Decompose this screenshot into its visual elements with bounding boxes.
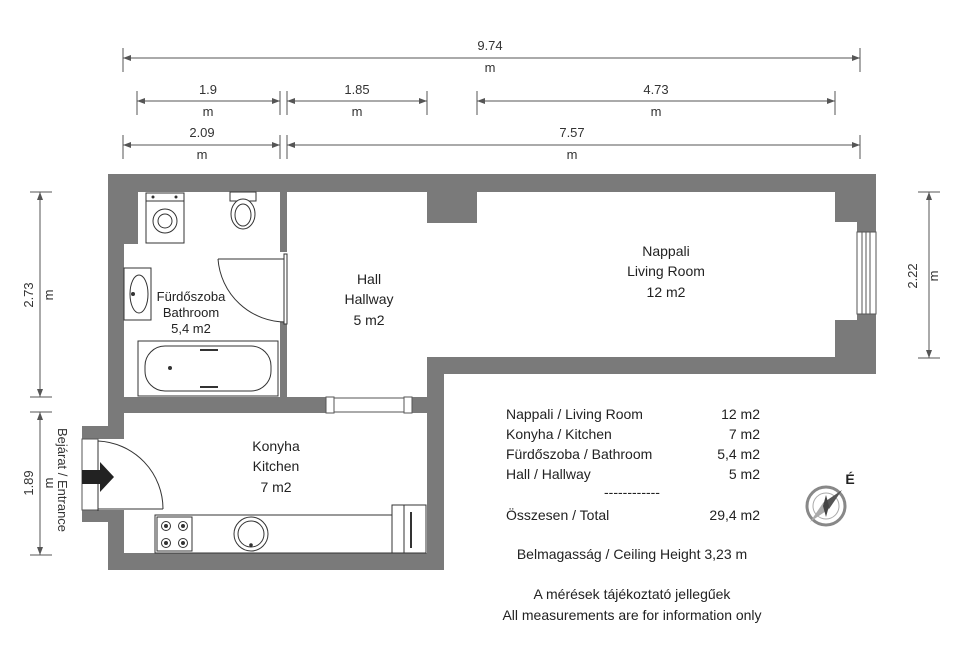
dim-top-3-value: 4.73: [643, 82, 669, 97]
dim-second-2-value: 7.57: [559, 125, 585, 140]
bathroom-name-hu: Fürdőszoba: [156, 289, 226, 304]
bathroom-name-en: Bathroom: [162, 305, 220, 320]
dim-left-upper-unit: m: [41, 289, 56, 301]
dim-top-3-unit: m: [650, 104, 662, 119]
dim-total-value: 9.74: [477, 38, 503, 53]
living-area: 12 m2: [646, 284, 686, 300]
stove-icon: [157, 517, 192, 551]
room-label-bathroom: [157, 289, 226, 336]
dim-second-2-unit: m: [566, 147, 578, 162]
summary-total-value: 29,4 m2: [709, 507, 760, 523]
summary-row-4-value: 5 m2: [728, 466, 760, 482]
dim-right-value: 2.22: [905, 263, 920, 289]
hall-name-en: Hallway: [344, 291, 394, 307]
dim-top-2-value: 1.85: [344, 82, 370, 97]
ceiling-height: Belmagasság / Ceiling Height 3,23 m: [516, 546, 748, 562]
summary-row-3-label: Fürdőszoba / Bathroom: [506, 446, 653, 462]
kitchen-sink-icon: [234, 517, 268, 551]
summary-row-2-label: Konyha / Kitchen: [506, 426, 612, 442]
room-label-hall: [344, 271, 393, 328]
living-name-hu: Nappali: [642, 243, 690, 259]
summary-row-1-label: Nappali / Living Room: [506, 406, 643, 422]
dim-left-lower-unit: m: [41, 477, 56, 489]
compass-north-label: É: [845, 471, 855, 487]
living-name-en: Living Room: [627, 263, 705, 279]
window: [857, 232, 876, 314]
hall-name-hu: Hall: [356, 271, 382, 287]
toilet-icon: [230, 192, 256, 229]
bathroom-door-icon: [218, 254, 287, 324]
dim-top-1-unit: m: [202, 104, 214, 119]
disclaimer-hu: A mérések tájékoztató jellegűek: [533, 586, 731, 602]
kitchen-name-en: Kitchen: [252, 458, 300, 474]
kitchen-area: 7 m2: [260, 479, 292, 495]
summary-separator: ------------: [604, 484, 660, 500]
dim-left-lower-value: 1.89: [21, 470, 36, 496]
summary-row-3-value: 5,4 m2: [717, 446, 760, 462]
dim-second-1-value: 2.09: [189, 125, 215, 140]
disclaimer-en: All measurements are for information only: [502, 607, 762, 623]
compass-icon: [807, 487, 845, 525]
bathtub-icon: [138, 341, 278, 396]
dim-left-upper-value: 2.73: [21, 282, 36, 308]
summary-row-4-label: Hall / Hallway: [506, 466, 591, 482]
entrance-label: Bejárat / Entrance: [55, 427, 70, 533]
bathroom-sink-icon: [124, 268, 151, 320]
fridge-icon: [392, 505, 426, 553]
room-label-kitchen: [252, 438, 300, 495]
room-label-living: [627, 243, 705, 300]
area-summary: [506, 406, 760, 523]
hall-kitchen-opening: [326, 397, 412, 413]
bathroom-area: 5,4 m2: [171, 321, 211, 336]
dim-top-1-value: 1.9: [198, 82, 218, 97]
dim-right-unit: m: [926, 270, 941, 282]
washing-machine-icon: [146, 193, 184, 243]
entrance-door-icon: [82, 439, 163, 511]
summary-total-label: Összesen / Total: [506, 507, 610, 523]
dim-top-2-unit: m: [351, 104, 363, 119]
dim-total-unit: m: [484, 60, 496, 75]
dim-second-1-unit: m: [196, 147, 208, 162]
summary-row-2-value: 7 m2: [728, 426, 760, 442]
hall-area: 5 m2: [353, 312, 385, 328]
summary-row-1-value: 12 m2: [721, 406, 760, 422]
kitchen-name-hu: Konyha: [252, 438, 300, 454]
